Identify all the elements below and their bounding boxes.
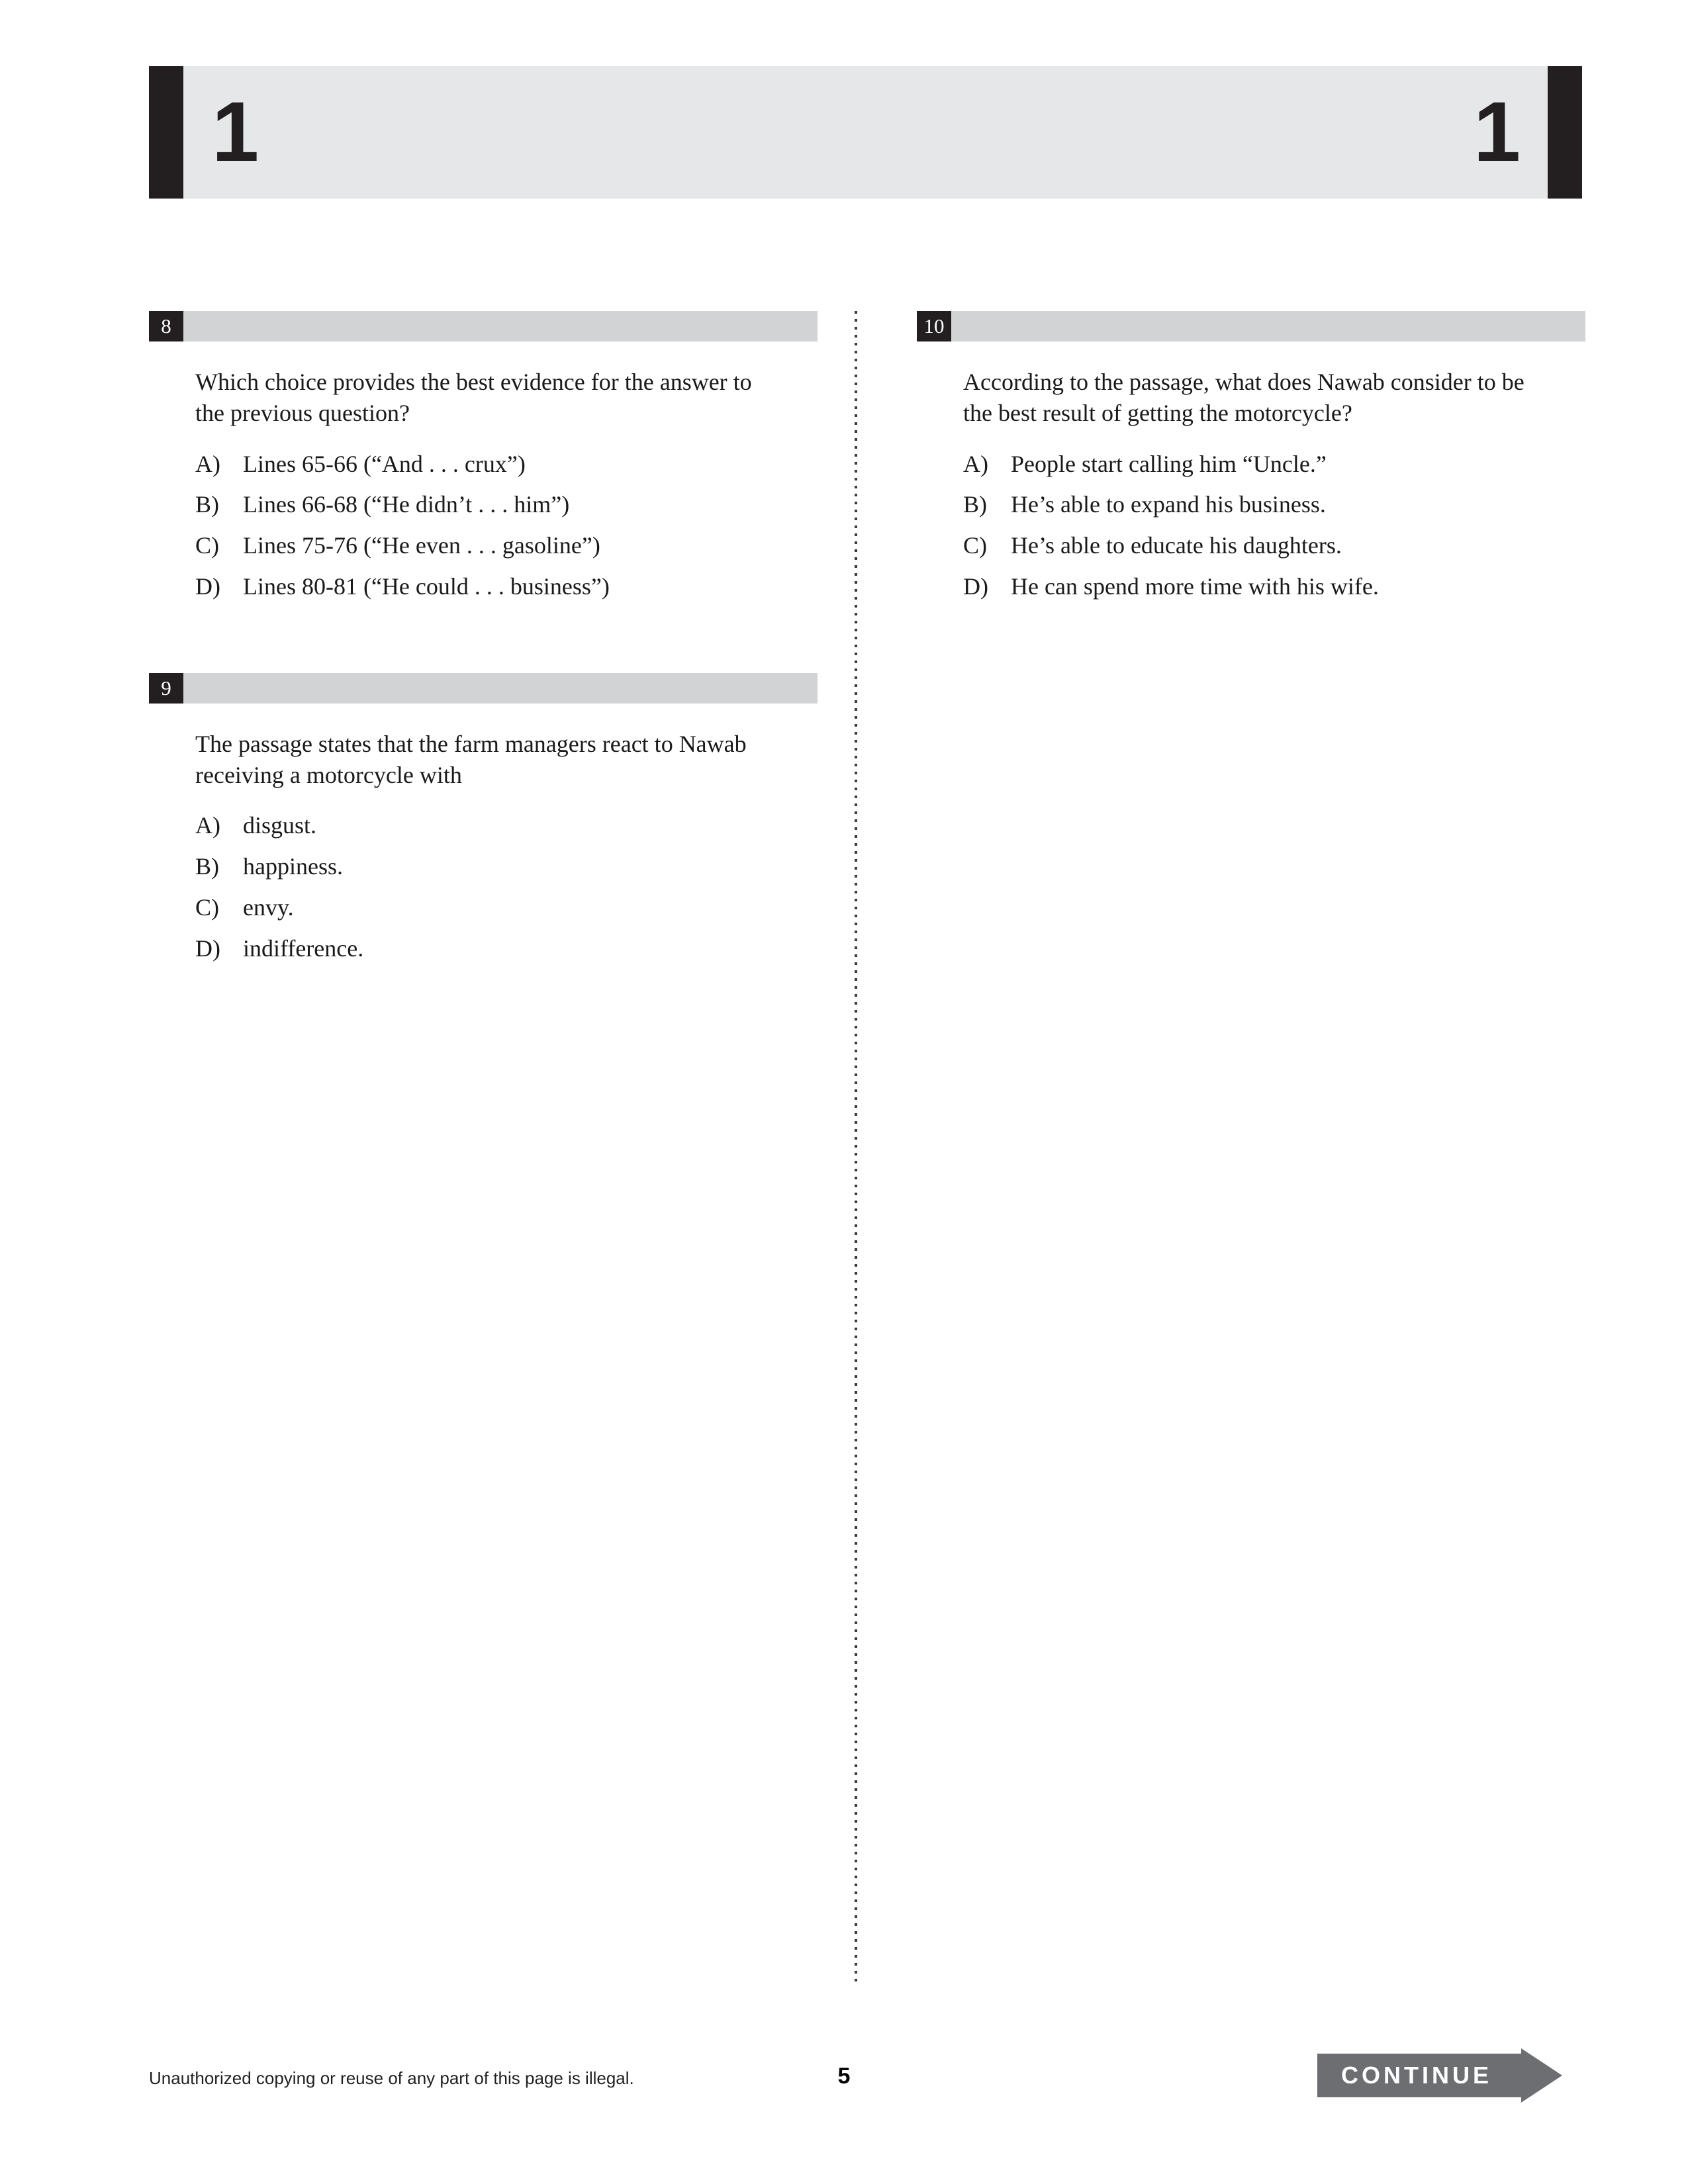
question-10-stem: According to the passage, what does Nawab consider to be the best result of getting the motorcycle? xyxy=(963,369,1524,426)
section-number-right: 1 xyxy=(1473,85,1519,179)
question-9-choices xyxy=(195,810,818,964)
choice-text: indifference. xyxy=(243,934,364,962)
choice-text: Lines 75-76 (“He even . . . gasoline”) xyxy=(243,532,600,559)
question-9-choice-a[interactable] xyxy=(195,810,818,841)
choice-text: happiness. xyxy=(243,853,343,880)
choice-text: Lines 65-66 (“And . . . crux”) xyxy=(243,450,526,477)
question-8-choice-c[interactable] xyxy=(195,530,818,561)
choice-letter: B) xyxy=(963,491,987,518)
question-spacer xyxy=(149,612,818,673)
column-divider xyxy=(855,311,857,1982)
question-10-choice-b[interactable] xyxy=(963,489,1585,520)
continue-button-label: CONTINUE xyxy=(1341,2062,1492,2089)
choice-letter: C) xyxy=(195,893,219,921)
question-9-number: 9 xyxy=(149,673,183,704)
choice-letter: D) xyxy=(195,934,220,962)
section-header-left-tab xyxy=(149,66,183,199)
continue-button[interactable] xyxy=(1317,2048,1562,2103)
choice-letter: A) xyxy=(195,450,220,477)
question-10-header-bar xyxy=(917,311,1585,341)
choice-text: He’s able to educate his daughters. xyxy=(1011,532,1342,559)
choice-letter: A) xyxy=(195,812,220,839)
question-8-stem: Which choice provides the best evidence for the answer to the previous question? xyxy=(195,369,752,426)
question-9 xyxy=(149,673,818,964)
choice-text: envy. xyxy=(243,893,294,921)
question-10-choice-c[interactable] xyxy=(963,530,1585,561)
page-number: 5 xyxy=(837,2064,851,2089)
choice-text: Lines 66-68 (“He didn’t . . . him”) xyxy=(243,491,570,518)
question-10-number: 10 xyxy=(917,311,951,341)
choice-letter: C) xyxy=(195,532,219,559)
choice-text: He’s able to expand his business. xyxy=(1011,491,1326,518)
choice-letter: D) xyxy=(963,572,988,600)
question-8-choice-a[interactable] xyxy=(195,449,818,480)
copyright-note: Unauthorized copying or reuse of any part of this page is illegal. xyxy=(149,2068,634,2088)
choice-letter: A) xyxy=(963,450,988,477)
question-9-choice-c[interactable] xyxy=(195,892,818,923)
question-9-choice-b[interactable] xyxy=(195,851,818,882)
question-8-choices xyxy=(195,449,818,602)
choice-text: disgust. xyxy=(243,812,317,839)
section-header-right-tab xyxy=(1548,66,1582,199)
right-column xyxy=(917,311,1585,612)
section-header-band xyxy=(149,66,1582,199)
question-8-choice-d[interactable] xyxy=(195,571,818,602)
question-10-choice-d[interactable] xyxy=(963,571,1585,602)
question-8 xyxy=(149,311,818,602)
choice-text: People start calling him “Uncle.” xyxy=(1011,450,1327,477)
choice-text: Lines 80-81 (“He could . . . business”) xyxy=(243,572,610,600)
question-9-choice-d[interactable] xyxy=(195,933,818,964)
question-10 xyxy=(917,311,1585,602)
question-9-header-bar xyxy=(149,673,818,704)
question-10-choices xyxy=(963,449,1585,602)
left-column xyxy=(149,311,818,974)
choice-text: He can spend more time with his wife. xyxy=(1011,572,1379,600)
question-10-choice-a[interactable] xyxy=(963,449,1585,480)
choice-letter: B) xyxy=(195,491,219,518)
question-8-choice-b[interactable] xyxy=(195,489,818,520)
question-8-header-bar xyxy=(149,311,818,341)
choice-letter: B) xyxy=(195,853,219,880)
question-8-number: 8 xyxy=(149,311,183,341)
question-9-stem: The passage states that the farm managers react to Nawab receiving a motorcycle with xyxy=(195,730,747,788)
section-number-left: 1 xyxy=(212,85,258,179)
section-header xyxy=(149,66,1582,199)
choice-letter: C) xyxy=(963,532,987,559)
choice-letter: D) xyxy=(195,572,220,600)
